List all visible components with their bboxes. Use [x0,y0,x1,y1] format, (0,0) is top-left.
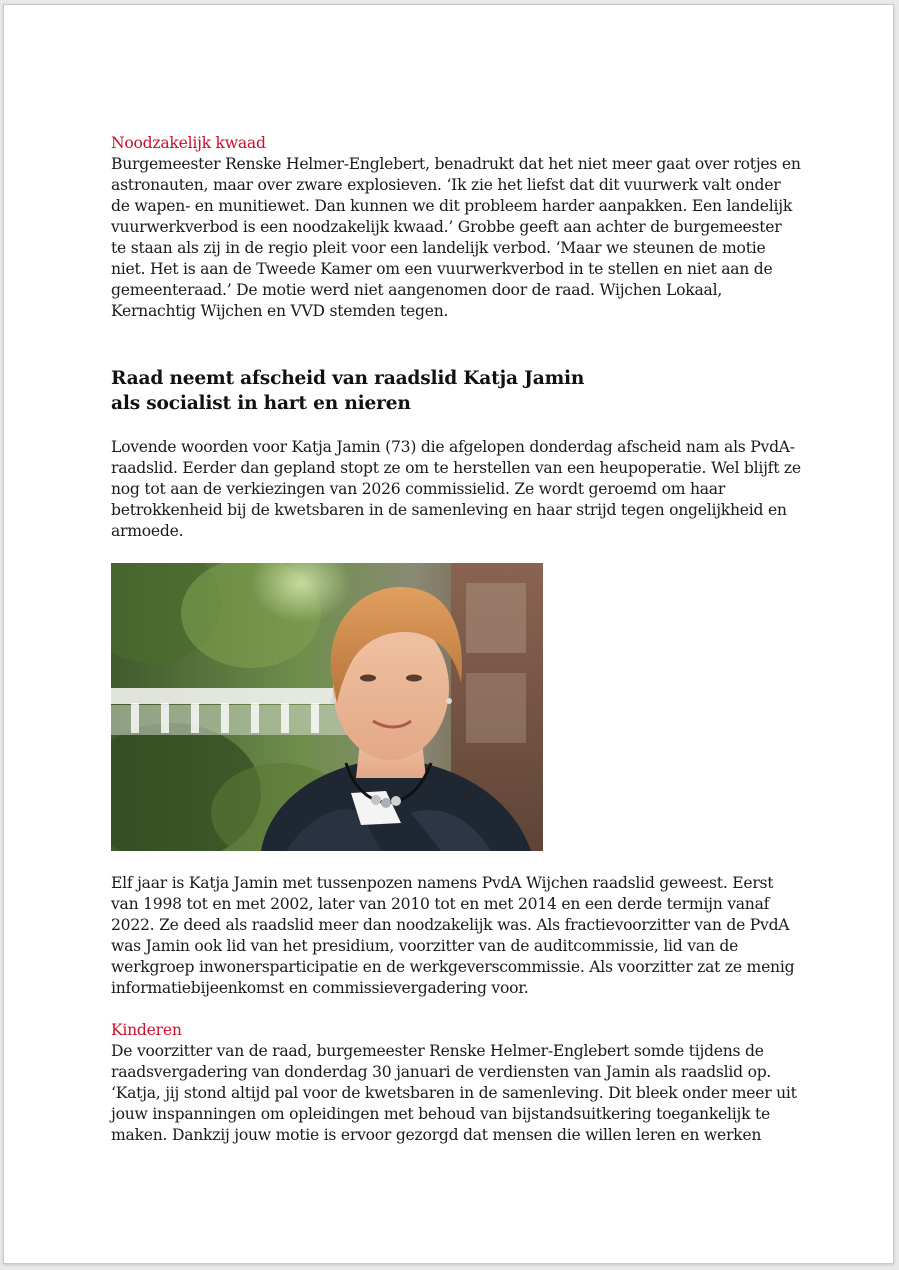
paragraph-kinderen: De voorzitter van de raad, burgemeester Renske Helmer-Englebert somde tijdens de raadsvergadering van donderdag 30 januari de verdiensten van Jamin als raadslid op. ‘Katja, jij stond altijd pal voor de kwetsbaren in de samenleving. Dit bleek onder meer uit jouw inspanningen om opleidingen met behoud van bijstandsuitkering toegankelijk te maken. Dankzij jouw motie is ervoor gezorgd dat mensen die willen leren en werken [111,1042,797,1144]
subheading-noodzakelijk-kwaad: Noodzakelijk kwaad [111,134,266,152]
article-body [111,133,801,1146]
paragraph-vuurwerk: Burgemeester Renske Helmer-Englebert, benadrukt dat het niet meer gaat over rotjes en astronauten, maar over zware explosieven. ‘Ik zie het liefst dat dit vuurwerk valt onder de wapen- en munitiewet. Dan kunnen we dit probleem harder aanpakken. Een landelijk vuurwerkverbod is een noodzakelijk kwaad.’ Grobbe geeft aan achter de burgemeester te staan als zij in de regio pleit voor een landelijk verbod. ‘Maar we steunen de motie niet. Het is aan de Tweede Kamer om een vuurwerkverbod in te stellen en niet aan de gemeenteraad.’ De motie werd niet aangenomen door de raad. Wijchen Lokaal, Kernachtig Wijchen en VVD stemden tegen. [111,155,801,320]
subheading-kinderen: Kinderen [111,1021,182,1039]
document-page [3,4,894,1264]
portrait-photo [111,563,543,851]
article-headline [111,366,801,416]
headline-line-1: Raad neemt afscheid van raadslid Katja Jamin [111,368,585,389]
headline-line-2: als socialist in hart en nieren [111,393,411,414]
intro-paragraph: Lovende woorden voor Katja Jamin (73) die afgelopen donderdag afscheid nam als PvdA-raadslid. Eerder dan gepland stopt ze om te herstellen van een heupoperatie. Wel blijft ze nog tot aan de verkiezingen van 2026 commissielid. Ze wordt geroemd om haar betrokkenheid bij de kwetsbaren in de samenleving en haar strijd tegen ongelijkheid en armoede. [111,438,801,540]
career-paragraph: Elf jaar is Katja Jamin met tussenpozen namens PvdA Wijchen raadslid geweest. Eerst van 1998 tot en met 2002, later van 2010 tot en met 2014 en een derde termijn vanaf 2022. Ze deed als raadslid meer dan noodzakelijk was. Als fractievoorzitter van de PvdA was Jamin ook lid van het presidium, voorzitter van de auditcommissie, lid van de werkgroep inwonersparticipatie en de werkgeverscommissie. Als voorzitter zat ze menig informatiebijeenkomst en commissievergadering voor. [111,874,795,997]
